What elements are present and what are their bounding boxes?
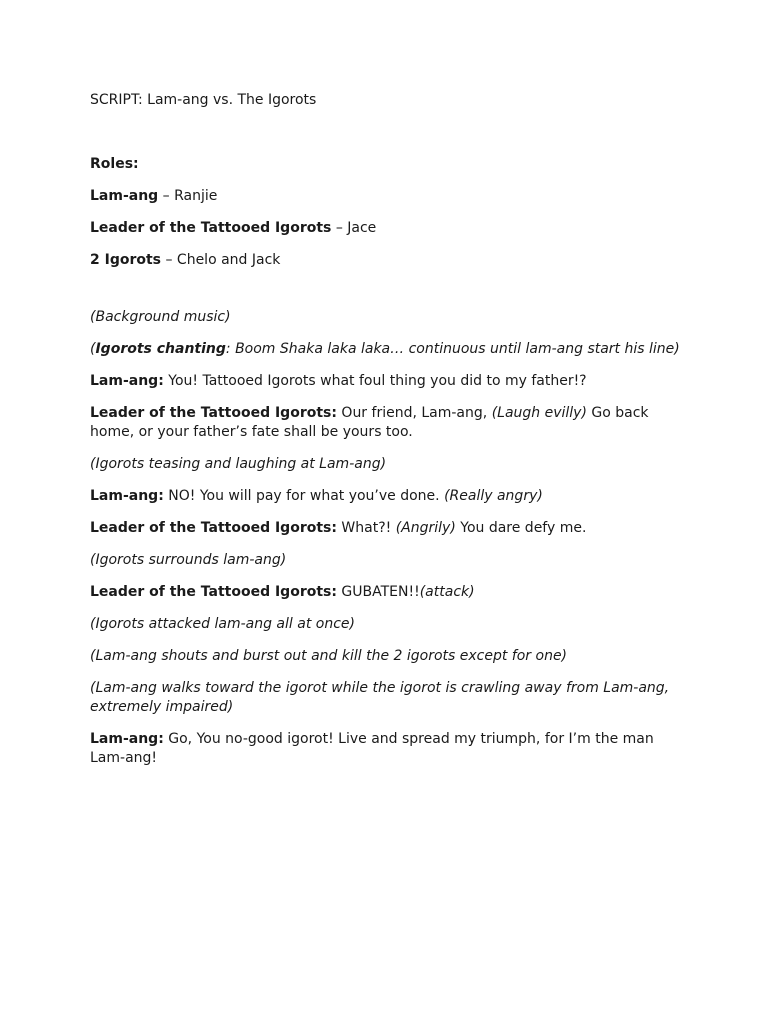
dialogue-line [90,730,690,768]
dialogue-line [90,583,690,602]
dialogue-text: You dare defy me. [455,520,587,536]
speaker-name: Lam-ang: [90,488,164,504]
inline-direction: (attack) [419,584,475,600]
role-separator: – [331,220,348,236]
speaker-name: Igorots chanting [95,341,226,357]
stage-direction: (Igorots attacked lam-ang all at once) [90,616,355,632]
stage-direction: (Lam-ang shouts and burst out and kill the 2 igorots except for one) [90,648,568,664]
stage-direction: (Lam-ang walks toward the igorot while the igorot is crawling away from Lam-ang, extremely impaired) [90,680,670,715]
document-title: SCRIPT: Lam-ang vs. The Igorots [90,92,317,108]
script-document [90,91,690,781]
chant-text: : Boom Shaka laka laka… continuous until lam-ang start his line) [225,341,680,357]
role-name: Leader of the Tattooed Igorots [90,220,332,236]
dialogue-text: NO! You will pay for what you’ve done. [163,488,445,504]
speaker-name: Leader of the Tattooed Igorots: [90,520,337,536]
speaker-name: Leader of the Tattooed Igorots: [90,584,337,600]
dialogue-text: Our friend, Lam-ang, [336,405,492,421]
role-actor: Jace [347,220,377,236]
inline-direction: (Angrily) [395,520,456,536]
dialogue-line [90,404,690,442]
speaker-name: Leader of the Tattooed Igorots: [90,405,337,421]
role-line [90,219,690,238]
dialogue-line [90,487,690,506]
speaker-name: Lam-ang: [90,731,164,747]
inline-direction: (Really angry) [444,488,543,504]
dialogue-line [90,519,690,538]
role-name: Lam-ang [90,188,159,204]
role-separator: – [161,252,177,268]
roles-heading: Roles: [90,156,139,172]
role-separator: – [158,188,175,204]
stage-direction: (Igorots teasing and laughing at Lam-ang) [90,456,387,472]
dialogue-text: Go, You no-good igorot! Live and spread my triumph, for I’m the man Lam-ang! [90,731,654,766]
dialogue-text: GUBATEN!! [336,584,420,600]
chant-line [90,340,690,359]
dialogue-text: Go back home, or your father’s fate shall be yours too. [90,405,649,440]
stage-direction: (Igorots surrounds lam-ang) [90,552,287,568]
stage-direction: (Background music) [90,309,231,325]
role-line [90,187,690,206]
role-actor: Chelo and Jack [176,252,281,268]
open-paren: ( [90,341,96,357]
dialogue-text: You! Tattooed Igorots what foul thing you did to my father!? [163,373,587,389]
inline-direction: (Laugh evilly) [491,405,587,421]
role-actor: Ranjie [174,188,218,204]
dialogue-text: What?! [336,520,396,536]
speaker-name: Lam-ang: [90,373,164,389]
role-name: 2 Igorots [90,252,162,268]
role-line [90,251,690,270]
dialogue-line [90,372,690,391]
